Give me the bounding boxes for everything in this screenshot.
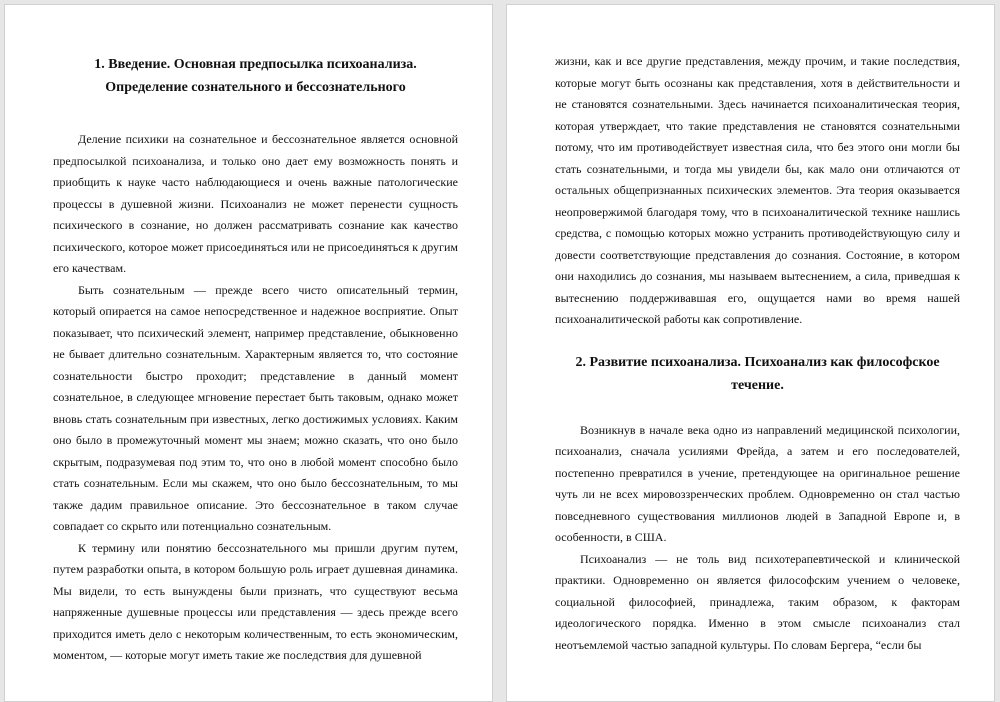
paragraph: К термину или понятию бессознательного мы пришли другим путем, путем разработки опыта, в котором большую роль играет душевная динамика. Мы видели, то есть вынуждены были признать, что существуют весьма напряженные душевные процессы или представления — здесь прежде всего приходится иметь дело с некоторым количественным, то есть экономическим, моментом, — которые могут иметь такие же последствия для душевной: [53, 540, 458, 662]
paragraph: Деление психики на сознательное и бессознательное является основной предпосылкой психоанализа, и только оно дает ему возможность понять и приобщить к науке часто наблюдающиеся и очень важные патологические процессы в душевной жизни. Психоанализ не может перенести сущность психического в сознание, но должен рассматривать сознание как качество психического, которое может присоединяться или не присоединяться к другим его качествам.: [53, 132, 458, 275]
document-page-right: [506, 4, 995, 702]
paragraph: Быть сознательным — прежде всего чисто описательный термин, который опирается на самое непосредственное и надежное восприятие. Опыт показывает, что психический элемент, например представление, обыкновенно не бывает длительно сознательным. Характерным является то, что состояние сознательности быстро проходит; представление в данный момент сознательное, в следующее мгновение перестает быть таковым, однако может вновь стать сознательным при известных, легко достижимых условиях. Каким оно было в промежуточный момент мы знаем; можно сказать, что оно было скрытым, подразумевая под этим то, что оно в любой момент способно было стать сознательным. Если мы скажем, что оно было бессознательным, то мы также дадим правильное описание. Это бессознательное в таком случае совпадает со скрыто или потенциально сознательным.: [53, 282, 458, 533]
heading-line-1: 2. Развитие психоанализа. Психоанализ как философское: [575, 354, 940, 370]
section-heading-2: [555, 351, 960, 397]
paragraph-continuation: жизни, как и все другие представления, между прочим, и такие последствия, которые могут быть осознаны как представления, хотя в действительности и не становятся сознательными. Здесь начинается психоаналитическая теория, которая утверждает, что такие представления не становятся сознательными потому, что им противодействует известная сила, что без этого они могли бы стать сознательными, и тогда мы увидели бы, как мало они отличаются от остальных общепризнанных психических элементов. Эта теория оказывается неопровержимой благодаря тому, что в психоаналитической технике нашлись средства, с помощью которых можно устранить противодействующую силу и довести соответствующие представления до сознания. Состояние, в котором они находились до сознания, мы называем вытеснением, а сила, приведшая к вытеснению поддерживавшая его, ощущается нами во время нашей психоаналитической работы как сопротивление.: [555, 54, 960, 326]
paragraph: Возникнув в начале века одно из направлений медицинской психологии, психоанализ, сначала усилиями Фрейда, а затем и его последователей, постепенно превратился в учение, претендующее на оригинальное решение чуть ли не всех мировоззренческих проблем. Одновременно он стал частью повседневного существования миллионов людей в Западной Европе и, в особенности, в США.: [555, 422, 960, 544]
paragraph: Психоанализ — не толь вид психотерапевтической и клинической практики. Одновременно он является философским учением о человеке, социальной философией, принадлежа, таким образом, к факторам идеологического порядка. Именно в этом смысле психоанализ стал неотъемлемой частью западной культуры. По словам Бергера, “если бы: [555, 551, 960, 652]
page-content: [555, 51, 960, 656]
page-content: [53, 53, 458, 667]
section-heading-1: [53, 53, 458, 99]
heading-line-2: Определение сознательного и бессознательного: [105, 80, 406, 95]
heading-line-2: течение.: [731, 377, 784, 393]
heading-line-1: 1. Введение. Основная предпосылка психоанализа.: [94, 57, 417, 72]
document-page-left: [4, 4, 493, 702]
